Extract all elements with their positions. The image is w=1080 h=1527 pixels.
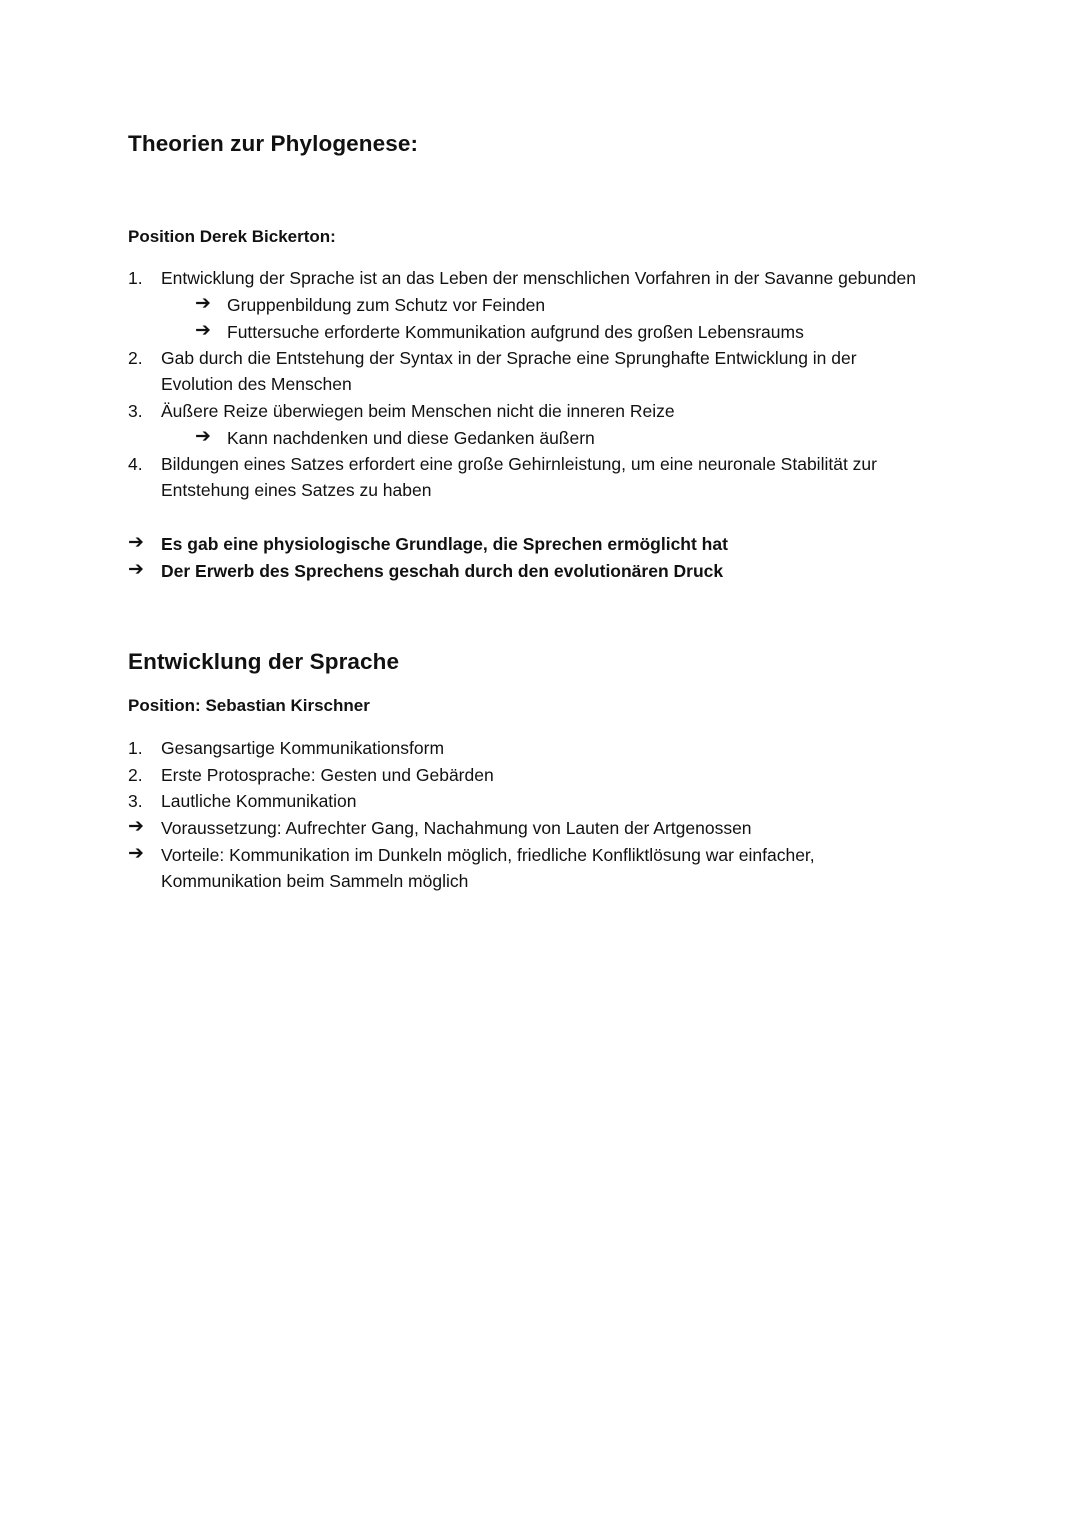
section-title: Entwicklung der Sprache: [128, 649, 400, 674]
list-text: Lautliche Kommunikation: [161, 791, 357, 811]
list-text: Evolution des Menschen: [161, 374, 352, 394]
right-arrow-icon: ➔: [195, 426, 211, 447]
list-number: 2.: [128, 765, 143, 785]
list-text: Bildungen eines Satzes erfordert eine große Gehirnleistung, um eine neuronale Stabilität zur: [161, 454, 877, 474]
list-number: 3.: [128, 401, 143, 421]
right-arrow-icon: ➔: [128, 559, 144, 580]
list-text: Entstehung eines Satzes zu haben: [161, 480, 432, 500]
conclusion-text: Der Erwerb des Sprechens geschah durch den evolutionären Druck: [161, 561, 724, 581]
arrow-text: Voraussetzung: Aufrechter Gang, Nachahmung von Lauten der Artgenossen: [161, 818, 752, 838]
sub-list-text: Gruppenbildung zum Schutz vor Feinden: [227, 295, 546, 315]
list-number: 1.: [128, 738, 143, 758]
sub-list-text: Futtersuche erforderte Kommunikation aufgrund des großen Lebensraums: [227, 322, 804, 342]
position-heading-kirschner: Position: Sebastian Kirschner: [128, 696, 370, 715]
list-number: 2.: [128, 348, 143, 368]
right-arrow-icon: ➔: [128, 843, 144, 864]
right-arrow-icon: ➔: [195, 320, 211, 341]
list-number: 1.: [128, 268, 143, 288]
list-text: Erste Protosprache: Gesten und Gebärden: [161, 765, 494, 785]
list-text: Entwicklung der Sprache ist an das Leben der menschlichen Vorfahren in der Savanne gebunden: [161, 268, 916, 288]
list-number: 3.: [128, 791, 143, 811]
list-text: Gesangsartige Kommunikationsform: [161, 738, 445, 758]
right-arrow-icon: ➔: [128, 816, 144, 837]
right-arrow-icon: ➔: [195, 293, 211, 314]
right-arrow-icon: ➔: [128, 532, 144, 553]
conclusion-text: Es gab eine physiologische Grundlage, die Sprechen ermöglicht hat: [161, 534, 728, 554]
list-text: Gab durch die Entstehung der Syntax in der Sprache eine Sprunghafte Entwicklung in der: [161, 348, 857, 368]
position-heading-bickerton: Position Derek Bickerton:: [128, 227, 336, 246]
page-title: Theorien zur Phylogenese:: [128, 131, 419, 156]
sub-list-text: Kann nachdenken und diese Gedanken äußern: [227, 428, 595, 448]
arrow-text: Vorteile: Kommunikation im Dunkeln möglich, friedliche Konfliktlösung war einfacher,: [161, 845, 815, 865]
list-text: Äußere Reize überwiegen beim Menschen nicht die inneren Reize: [161, 401, 675, 421]
list-number: 4.: [128, 454, 143, 474]
arrow-text: Kommunikation beim Sammeln möglich: [161, 871, 469, 891]
